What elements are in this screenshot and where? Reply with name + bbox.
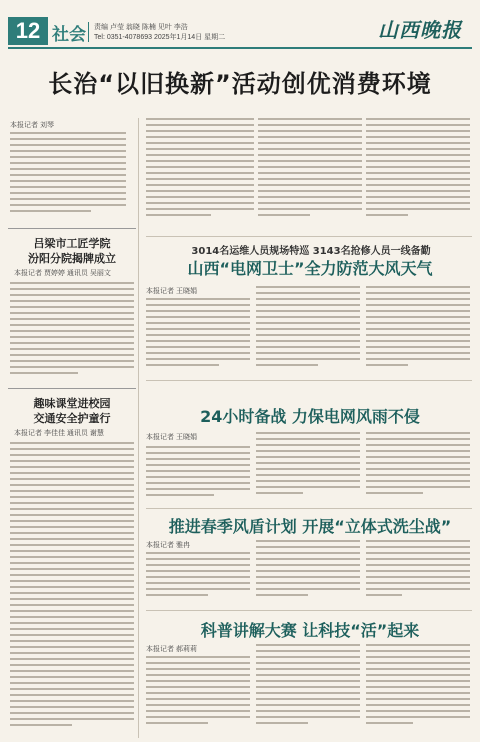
page-number: 12 — [8, 17, 48, 45]
feature-rule — [146, 236, 472, 237]
lead-column-1 — [10, 132, 126, 222]
story4-column-3 — [366, 644, 470, 736]
newspaper-masthead: 山西晚报 — [378, 18, 462, 42]
side1-title-line1: 吕梁市工匠学院 — [33, 237, 111, 250]
feature-headline: 山西“电网卫士”全力防范大风天气 — [187, 259, 433, 278]
story4-column-1 — [146, 656, 250, 736]
story2-column-1 — [146, 446, 250, 502]
lead-column-2 — [146, 118, 254, 222]
story2-byline: 本报记者 王晓娟 — [146, 434, 197, 441]
story4-byline: 本报记者 郝莉莉 — [146, 646, 197, 653]
side2-title-line1: 趣味课堂进校园 — [33, 397, 111, 410]
side2-title-line2: 交通安全护童行 — [33, 412, 111, 425]
side2-rule — [8, 388, 136, 389]
story2-column-3 — [366, 432, 470, 502]
side1-title-line2: 汾阳分院揭牌成立 — [28, 252, 116, 265]
header-divider — [88, 22, 89, 42]
editor-line: 责编 卢莹 翁晓 陈楠 见叶 李浩 — [94, 24, 188, 31]
story4-column-2 — [256, 644, 360, 736]
side1-body — [10, 282, 134, 382]
feature-byline: 本报记者 王晓娟 — [146, 288, 197, 295]
side1-byline: 本报记者 贾婷婷 通讯员 吴丽文 — [14, 270, 111, 277]
header-rule — [8, 47, 472, 49]
story4-headline: 科普讲解大赛 让科技“活”起来 — [200, 621, 420, 640]
story3-column-3 — [366, 540, 470, 604]
story3-headline: 推进春季风盾计划 开展“立体式洗尘战” — [168, 517, 452, 536]
feature-kicker: 3014名运维人员规场特巡 3143名抢修人员一线备勤 — [191, 246, 431, 257]
side1-rule — [8, 228, 136, 229]
story3-rule — [146, 508, 472, 509]
feature-column-3 — [366, 286, 470, 374]
lead-column-4 — [366, 118, 470, 222]
feature-column-2 — [256, 286, 360, 374]
date-line: Tel: 0351-4078693 2025年1月14日 星期二 — [94, 34, 226, 41]
side2-body — [10, 442, 134, 736]
page-header — [0, 0, 480, 48]
feature-column-1 — [146, 298, 250, 374]
story4-rule — [146, 610, 472, 611]
lead-byline: 本报记者 刘琴 — [10, 122, 54, 129]
story3-byline: 本报记者 雅冉 — [146, 542, 190, 549]
column-divider — [138, 118, 139, 738]
lead-headline: 长治“以旧换新”活动创优消费环境 — [48, 70, 432, 98]
story2-column-2 — [256, 432, 360, 502]
story2-headline: 24小时备战 力保电网风雨不侵 — [200, 407, 420, 426]
side2-byline: 本报记者 李佳佳 通讯员 谢慧 — [14, 430, 104, 437]
story3-column-2 — [256, 540, 360, 604]
lead-column-3 — [258, 118, 362, 222]
story2-rule — [146, 380, 472, 381]
section-name: 社会 — [52, 25, 86, 45]
story3-column-1 — [146, 552, 250, 604]
